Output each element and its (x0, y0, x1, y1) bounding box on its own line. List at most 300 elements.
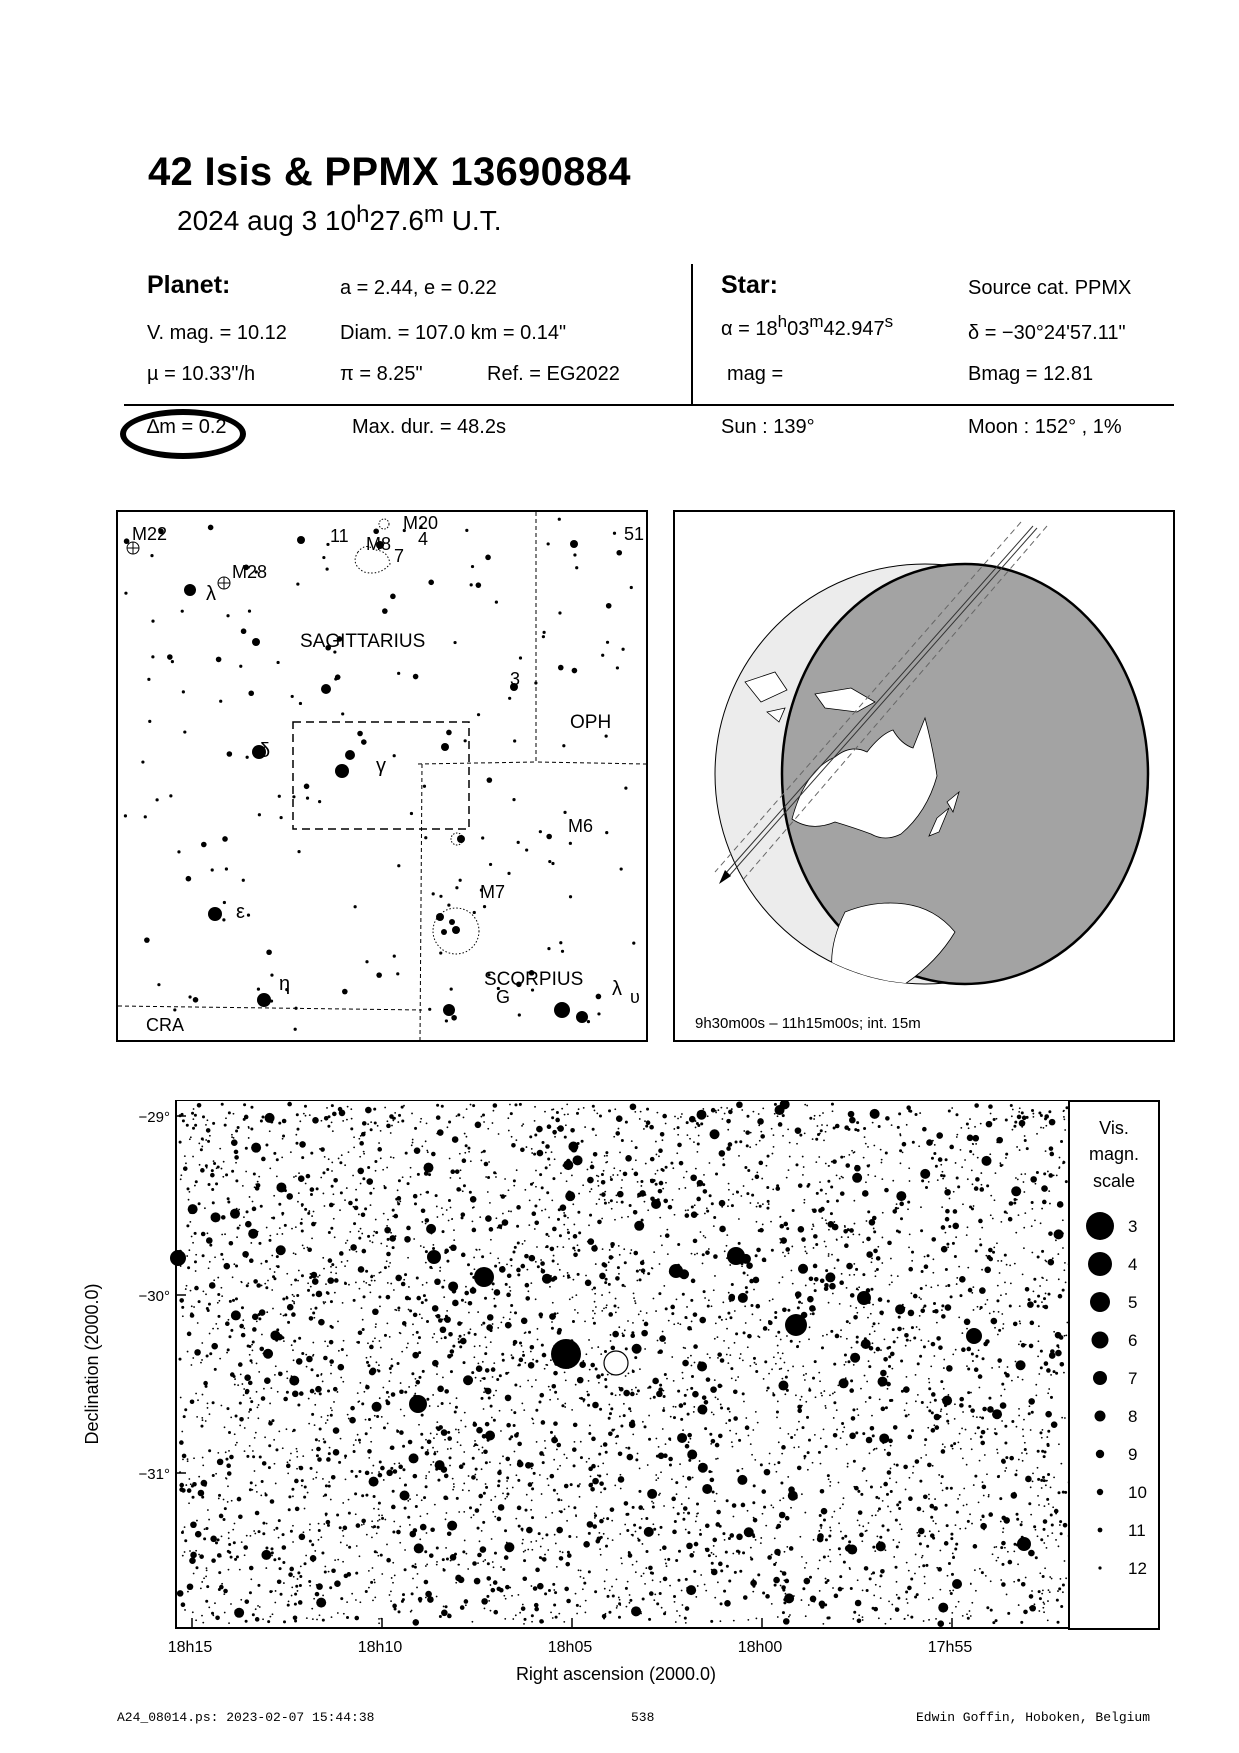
field-star (1055, 1513, 1057, 1515)
field-star (437, 1129, 444, 1136)
finder-star (124, 814, 127, 817)
field-star (1047, 1430, 1050, 1433)
field-star (566, 1457, 568, 1459)
field-star (501, 1194, 506, 1199)
field-star (362, 1328, 365, 1331)
field-star (421, 1446, 424, 1449)
field-star (665, 1182, 667, 1184)
field-star (583, 1541, 590, 1548)
field-star (243, 1388, 245, 1390)
field-star (836, 1239, 838, 1241)
field-star (522, 1539, 524, 1541)
field-star (935, 1523, 937, 1525)
field-star (997, 1557, 999, 1559)
field-star (388, 1266, 390, 1268)
field-star (939, 1589, 941, 1591)
field-star (918, 1534, 921, 1537)
field-star (1063, 1269, 1065, 1271)
label-epsilon: ε (236, 901, 245, 923)
field-star (343, 1613, 345, 1615)
field-star (759, 1140, 761, 1142)
field-star (923, 1620, 925, 1622)
field-star (829, 1481, 831, 1483)
field-star (618, 1616, 621, 1619)
field-star (553, 1255, 555, 1257)
field-star (551, 1116, 554, 1119)
field-star (187, 1591, 189, 1593)
field-star (903, 1328, 905, 1330)
field-star (742, 1551, 745, 1554)
field-star (858, 1614, 860, 1616)
field-star (228, 1532, 230, 1534)
field-star (902, 1142, 907, 1147)
field-star (796, 1429, 798, 1431)
field-star (421, 1317, 423, 1319)
field-star (208, 1183, 211, 1186)
field-star (557, 1312, 559, 1314)
field-star (747, 1169, 750, 1172)
field-star (945, 1504, 948, 1507)
field-star (990, 1609, 993, 1612)
field-star (269, 1268, 271, 1270)
field-star (273, 1439, 275, 1441)
field-star (460, 1338, 467, 1345)
field-star (405, 1325, 407, 1327)
field-star (854, 1223, 856, 1225)
field-star (687, 1531, 690, 1534)
field-star (849, 1432, 856, 1439)
finder-star (605, 735, 608, 738)
field-star (745, 1425, 750, 1430)
field-star (633, 1524, 636, 1527)
field-star (616, 1579, 618, 1581)
field-star (1042, 1476, 1045, 1479)
field-star (1031, 1252, 1033, 1254)
field-star (485, 1461, 488, 1464)
field-star (349, 1231, 351, 1233)
field-star (230, 1209, 240, 1219)
field-star (780, 1570, 782, 1572)
field-star (590, 1363, 595, 1368)
field-star (408, 1495, 410, 1497)
field-star (432, 1447, 434, 1449)
field-star (547, 1158, 550, 1161)
field-star (342, 1561, 344, 1563)
ra-s-unit: s (884, 312, 894, 331)
field-star (881, 1237, 883, 1239)
field-star (815, 1138, 818, 1141)
field-star (264, 1436, 266, 1438)
field-star (835, 1124, 840, 1129)
field-star (556, 1443, 561, 1448)
field-star (334, 1278, 339, 1283)
field-star (350, 1108, 352, 1110)
field-star (1043, 1611, 1045, 1613)
field-star (744, 1166, 747, 1169)
field-star (686, 1121, 689, 1124)
field-star (778, 1441, 780, 1443)
field-star (959, 1494, 961, 1496)
field-star (206, 1567, 208, 1569)
finder-star (151, 620, 154, 623)
field-star (612, 1331, 619, 1338)
field-star (189, 1221, 191, 1223)
field-star (995, 1172, 997, 1174)
field-star (1021, 1452, 1023, 1454)
field-star (330, 1499, 332, 1501)
field-star (202, 1394, 204, 1396)
field-star (840, 1336, 842, 1338)
field-star (823, 1428, 825, 1430)
field-star (700, 1122, 703, 1125)
field-star (890, 1511, 892, 1513)
field-star (886, 1493, 889, 1496)
field-star (283, 1188, 285, 1190)
field-star (961, 1347, 966, 1352)
field-star (280, 1313, 282, 1315)
field-star (552, 1177, 555, 1180)
field-star (644, 1348, 646, 1350)
field-star (863, 1157, 865, 1159)
field-star (401, 1106, 404, 1109)
moon-info: Moon : 152° , 1% (968, 416, 1122, 438)
field-star (250, 1535, 252, 1537)
field-star (748, 1435, 750, 1437)
field-star (598, 1382, 600, 1384)
field-star (194, 1349, 201, 1356)
field-star (368, 1570, 370, 1572)
field-star (908, 1167, 910, 1169)
field-star (779, 1427, 781, 1429)
field-star (256, 1391, 258, 1393)
field-star (248, 1411, 250, 1413)
field-star (414, 1393, 416, 1395)
field-star (1048, 1231, 1053, 1236)
finder-star (428, 1008, 431, 1011)
field-star (448, 1220, 450, 1222)
field-star (489, 1461, 491, 1463)
field-star (197, 1103, 202, 1108)
field-star (881, 1262, 883, 1264)
field-star (460, 1605, 465, 1610)
field-star (479, 1216, 481, 1218)
field-star (715, 1396, 717, 1398)
field-star (556, 1493, 558, 1495)
finder-star (558, 665, 564, 671)
field-star (409, 1524, 411, 1526)
field-star (406, 1347, 408, 1349)
field-star (683, 1506, 688, 1511)
field-star (866, 1220, 868, 1222)
field-star (691, 1321, 693, 1323)
field-star (542, 1141, 545, 1144)
finder-star (459, 879, 462, 882)
boundary-cra (118, 1006, 422, 1010)
field-star (464, 1133, 466, 1135)
field-star (370, 1121, 372, 1123)
field-star (658, 1155, 660, 1157)
field-star (328, 1485, 331, 1488)
field-star (1051, 1523, 1054, 1526)
field-star (330, 1407, 332, 1409)
field-star (477, 1553, 482, 1558)
field-star (532, 1359, 534, 1361)
field-star (672, 1199, 674, 1201)
field-star (734, 1342, 736, 1344)
field-star (333, 1218, 335, 1220)
field-star (450, 1177, 452, 1179)
field-star (356, 1251, 358, 1253)
field-star (1027, 1301, 1034, 1308)
finder-star (558, 518, 561, 521)
field-star (684, 1347, 686, 1349)
field-star (694, 1362, 696, 1364)
field-star (412, 1142, 414, 1144)
field-star (700, 1231, 702, 1233)
field-star (686, 1389, 688, 1391)
field-star (403, 1279, 405, 1281)
field-star (535, 1409, 538, 1412)
field-star (440, 1326, 447, 1333)
field-star (487, 1562, 490, 1565)
field-star (642, 1260, 644, 1262)
field-star (540, 1261, 545, 1266)
field-star (456, 1397, 458, 1399)
field-star (1058, 1278, 1060, 1280)
field-star (412, 1334, 414, 1336)
field-star (237, 1497, 242, 1502)
field-star (461, 1216, 464, 1219)
field-star (933, 1424, 935, 1426)
field-star (250, 1127, 253, 1130)
field-star (652, 1497, 654, 1499)
field-star (1020, 1523, 1023, 1526)
field-star (639, 1368, 641, 1370)
boundary-sco-top (418, 762, 536, 764)
field-star (492, 1289, 494, 1291)
field-star (807, 1296, 814, 1303)
field-star (693, 1411, 695, 1413)
field-star (605, 1545, 608, 1548)
field-star (941, 1475, 944, 1478)
field-star (514, 1451, 516, 1453)
field-star (945, 1158, 948, 1161)
field-star (184, 1539, 187, 1542)
field-star (952, 1448, 954, 1450)
field-star (276, 1176, 278, 1178)
field-star (904, 1409, 906, 1411)
field-star (988, 1397, 991, 1400)
field-star (677, 1579, 680, 1582)
field-star (974, 1186, 979, 1191)
field-star (948, 1110, 951, 1113)
field-star (980, 1441, 985, 1446)
field-star (980, 1519, 982, 1521)
field-star (407, 1343, 409, 1345)
field-star (192, 1357, 194, 1359)
field-star (268, 1554, 270, 1556)
field-star (367, 1449, 372, 1454)
max-duration: Max. dur. = 48.2s (352, 416, 506, 438)
field-star (304, 1485, 307, 1488)
field-star (288, 1600, 290, 1602)
field-star (864, 1136, 866, 1138)
finder-chart (116, 510, 648, 1042)
field-star (981, 1430, 986, 1435)
field-star (918, 1566, 920, 1568)
field-star (654, 1496, 656, 1498)
field-star (501, 1266, 504, 1269)
field-star (282, 1135, 285, 1138)
field-star (225, 1321, 230, 1326)
field-star (407, 1182, 410, 1185)
field-star (1005, 1467, 1007, 1469)
field-star (702, 1108, 704, 1110)
field-star (841, 1176, 843, 1178)
field-star (363, 1523, 365, 1525)
field-star (1018, 1214, 1020, 1216)
finder-star (296, 582, 299, 585)
field-star (693, 1406, 695, 1408)
finder-star (390, 594, 396, 600)
field-star (305, 1115, 307, 1117)
field-star (350, 1470, 353, 1473)
field-star (406, 1226, 411, 1231)
field-star (524, 1254, 529, 1259)
field-star (774, 1549, 781, 1556)
field-star (301, 1230, 304, 1233)
field-star (352, 1175, 354, 1177)
field-star (1019, 1120, 1026, 1127)
field-star (722, 1532, 725, 1535)
field-star (658, 1148, 663, 1153)
field-star (841, 1273, 843, 1275)
field-star (361, 1307, 363, 1309)
field-star (789, 1156, 791, 1158)
field-star (535, 1298, 537, 1300)
field-star (1043, 1479, 1046, 1482)
field-star (711, 1411, 713, 1413)
field-star (578, 1569, 580, 1571)
field-star (779, 1512, 786, 1519)
field-star (867, 1174, 869, 1176)
field-star (227, 1200, 230, 1203)
field-star (614, 1485, 616, 1487)
field-star (714, 1597, 716, 1599)
finder-star (558, 611, 561, 614)
field-star (920, 1298, 922, 1300)
field-star (215, 1541, 218, 1544)
field-star (462, 1158, 467, 1163)
field-star (560, 1172, 562, 1174)
field-star (627, 1454, 634, 1461)
field-star (756, 1171, 758, 1173)
finder-star (211, 868, 214, 871)
field-star (384, 1519, 386, 1521)
field-star (653, 1528, 656, 1531)
field-star (579, 1361, 586, 1368)
field-star (258, 1404, 260, 1406)
field-star (454, 1410, 457, 1413)
field-star (567, 1272, 569, 1274)
field-star (373, 1235, 375, 1237)
field-star (476, 1249, 478, 1251)
field-star (185, 1288, 187, 1290)
field-star (646, 1120, 651, 1125)
field-star (570, 1483, 573, 1486)
field-star (349, 1417, 356, 1424)
field-star (612, 1246, 614, 1248)
field-star (998, 1329, 1001, 1332)
field-star (306, 1356, 313, 1363)
field-star (493, 1110, 495, 1112)
star-bmag: Bmag = 12.81 (968, 363, 1094, 385)
field-star (609, 1249, 611, 1251)
field-star (1041, 1437, 1043, 1439)
field-star (1019, 1320, 1021, 1322)
field-star (697, 1124, 700, 1127)
field-star (980, 1219, 982, 1221)
field-star (298, 1337, 301, 1340)
field-star (205, 1527, 208, 1530)
field-star (238, 1362, 243, 1367)
field-star (238, 1515, 243, 1520)
field-star (245, 1147, 248, 1150)
field-star (796, 1143, 798, 1145)
field-star (734, 1571, 737, 1574)
field-star (976, 1416, 978, 1418)
field-star (395, 1275, 402, 1282)
field-star (407, 1516, 410, 1519)
field-star (1057, 1621, 1060, 1624)
field-star (559, 1465, 561, 1467)
field-star (196, 1416, 198, 1418)
field-star (1058, 1443, 1060, 1445)
field-star (330, 1373, 332, 1375)
field-star (703, 1174, 705, 1176)
field-star (191, 1305, 193, 1307)
field-star (857, 1579, 859, 1581)
field-star (551, 1327, 554, 1330)
field-star (1023, 1610, 1028, 1615)
field-star (450, 1354, 453, 1357)
field-star (594, 1514, 597, 1517)
field-star (955, 1524, 957, 1526)
field-star (907, 1586, 912, 1591)
field-star (726, 1245, 728, 1247)
label-sagittarius: SAGITTARIUS (300, 631, 426, 652)
field-star (386, 1245, 388, 1247)
field-star (838, 1522, 840, 1524)
field-star (981, 1184, 983, 1186)
field-star (832, 1110, 834, 1112)
field-star (904, 1618, 906, 1620)
field-star (994, 1428, 996, 1430)
field-star (618, 1128, 620, 1130)
field-star (723, 1340, 725, 1342)
field-star (239, 1225, 241, 1227)
field-star (1031, 1411, 1034, 1414)
field-star (851, 1416, 856, 1421)
field-star (779, 1368, 781, 1370)
field-star (573, 1224, 575, 1226)
field-star (301, 1218, 303, 1220)
field-star (594, 1313, 596, 1315)
field-star (633, 1297, 635, 1299)
field-star (525, 1296, 530, 1301)
field-star (441, 1207, 443, 1209)
field-star (520, 1147, 525, 1152)
